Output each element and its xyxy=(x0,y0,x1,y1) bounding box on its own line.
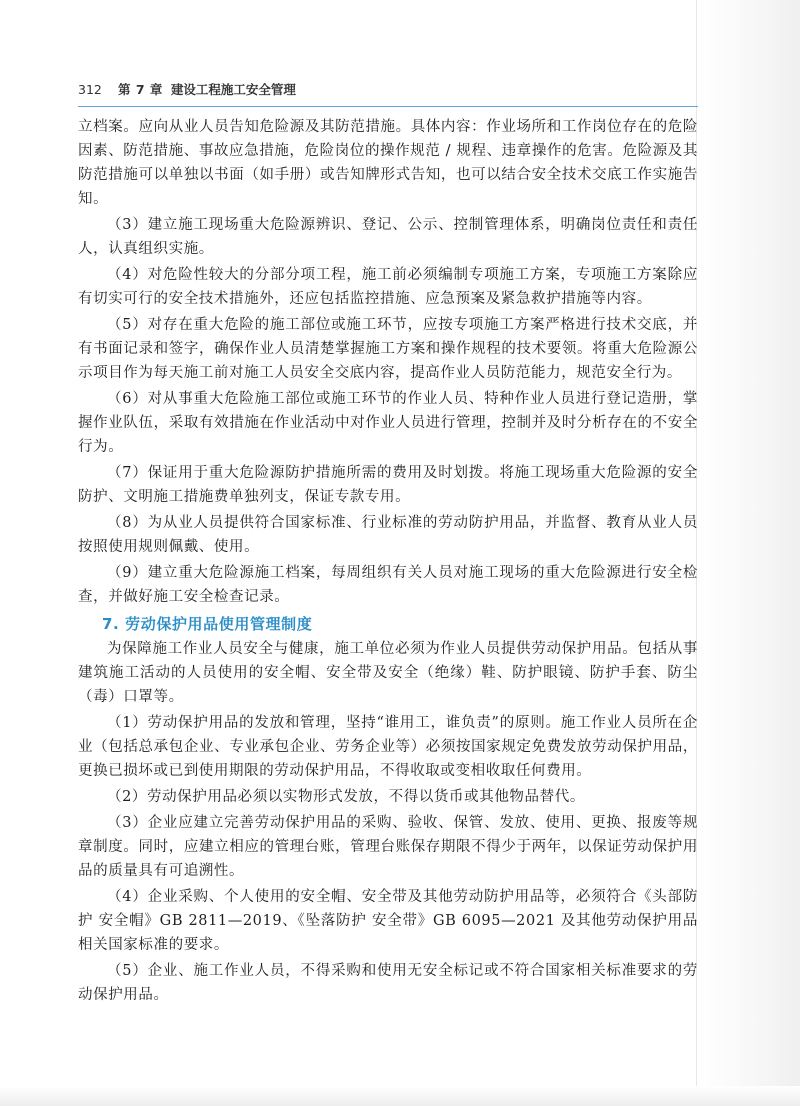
paragraph: 为保障施工作业人员安全与健康，施工单位必须为作业人员提供劳动保护用品。包括从事建筑施工活动的人员使用的安全帽、安全带及安全（绝缘）鞋、防护眼镜、防护手套、防尘（毒）口罩等。 xyxy=(78,641,698,705)
paragraph: （8）为从业人员提供符合国家标准、行业标准的劳动防护用品，并监督、教育从业人员按照使用规则佩戴、使用。 xyxy=(78,515,698,555)
paragraph: （7）保证用于重大危险源防护措施所需的费用及时划拨。将施工现场重大危险源的安全防护、文明施工措施费单独列支，保证专款专用。 xyxy=(78,465,698,505)
paragraph: 立档案。应向从业人员告知危险源及其防范措施。具体内容：作业场所和工作岗位存在的危险因素、防范措施、事故应急措施，危险岗位的操作规范 / 规程、违章操作的危害。危险源及其防范措施可以单独以书面（如手册）或告知牌形式告知，也可以结合安全技术交底工作实施告知。 xyxy=(78,119,698,207)
chapter-title: 建设工程施工安全管理 xyxy=(170,82,296,97)
running-head xyxy=(78,80,698,107)
scan-edge-right xyxy=(696,0,800,1106)
paragraph: （5）企业、施工作业人员，不得采购和使用无安全标记或不符合国家相关标准要求的劳动保护用品。 xyxy=(78,963,698,1003)
paragraph: （4）对危险性较大的分部分项工程，施工前必须编制专项施工方案，专项施工方案除应有切实可行的安全技术措施外，还应包括监控措施、应急预案及紧急救护措施等内容。 xyxy=(78,267,698,307)
paragraph: （2）劳动保护用品必须以实物形式发放，不得以货币或其他物品替代。 xyxy=(107,789,585,805)
paragraph: （4）企业采购、个人使用的安全帽、安全带及其他劳动防护用品等，必须符合《头部防护 安全帽》GB 2811—2019、《坠落防护 安全带》GB 6095—2021 及其他劳动保护用品相关国家标准的要求。 xyxy=(78,889,698,953)
section-heading: 7. 劳动保护用品使用管理制度 xyxy=(102,615,313,633)
paragraph: （3）企业应建立完善劳动保护用品的采购、验收、保管、发放、使用、更换、报废等规章制度。同时，应建立相应的管理台账，管理台账保存期限不得少于两年，以保证劳动保护用品的质量具有可追溯性。 xyxy=(78,815,698,879)
paragraph: （1）劳动保护用品的发放和管理，坚持“谁用工，谁负责”的原则。施工作业人员所在企业（包括总承包企业、专业承包企业、劳务企业等）必须按国家规定免费发放劳动保护用品，更换已损坏或已到使用期限的劳动保护用品，不得收取或变相收取任何费用。 xyxy=(78,715,698,779)
scan-bottom-edge xyxy=(0,1086,800,1106)
chapter-label: 第 7 章 xyxy=(118,82,163,97)
paragraph: （5）对存在重大危险的施工部位或施工环节，应按专项施工方案严格进行技术交底，并有书面记录和签字，确保作业人员清楚掌握施工方案和操作规程的技术要领。将重大危险源公示项目作为每天施工前对施工人员安全交底内容，提高作业人员防范能力，规范安全行为。 xyxy=(78,317,698,381)
document-page xyxy=(78,80,698,1009)
paragraph: （9）建立重大危险源施工档案，每周组织有关人员对施工现场的重大危险源进行安全检查，并做好施工安全检查记录。 xyxy=(78,565,698,605)
page-number: 312 xyxy=(78,82,102,97)
paragraph: （3）建立施工现场重大危险源辨识、登记、公示、控制管理体系，明确岗位责任和责任人，认真组织实施。 xyxy=(78,217,698,257)
body-text xyxy=(78,115,698,1007)
paragraph: （6）对从事重大危险施工部位或施工环节的作业人员、特种作业人员进行登记造册，掌握作业队伍，采取有效措施在作业活动中对作业人员进行管理，控制并及时分析存在的不安全行为。 xyxy=(78,391,698,455)
